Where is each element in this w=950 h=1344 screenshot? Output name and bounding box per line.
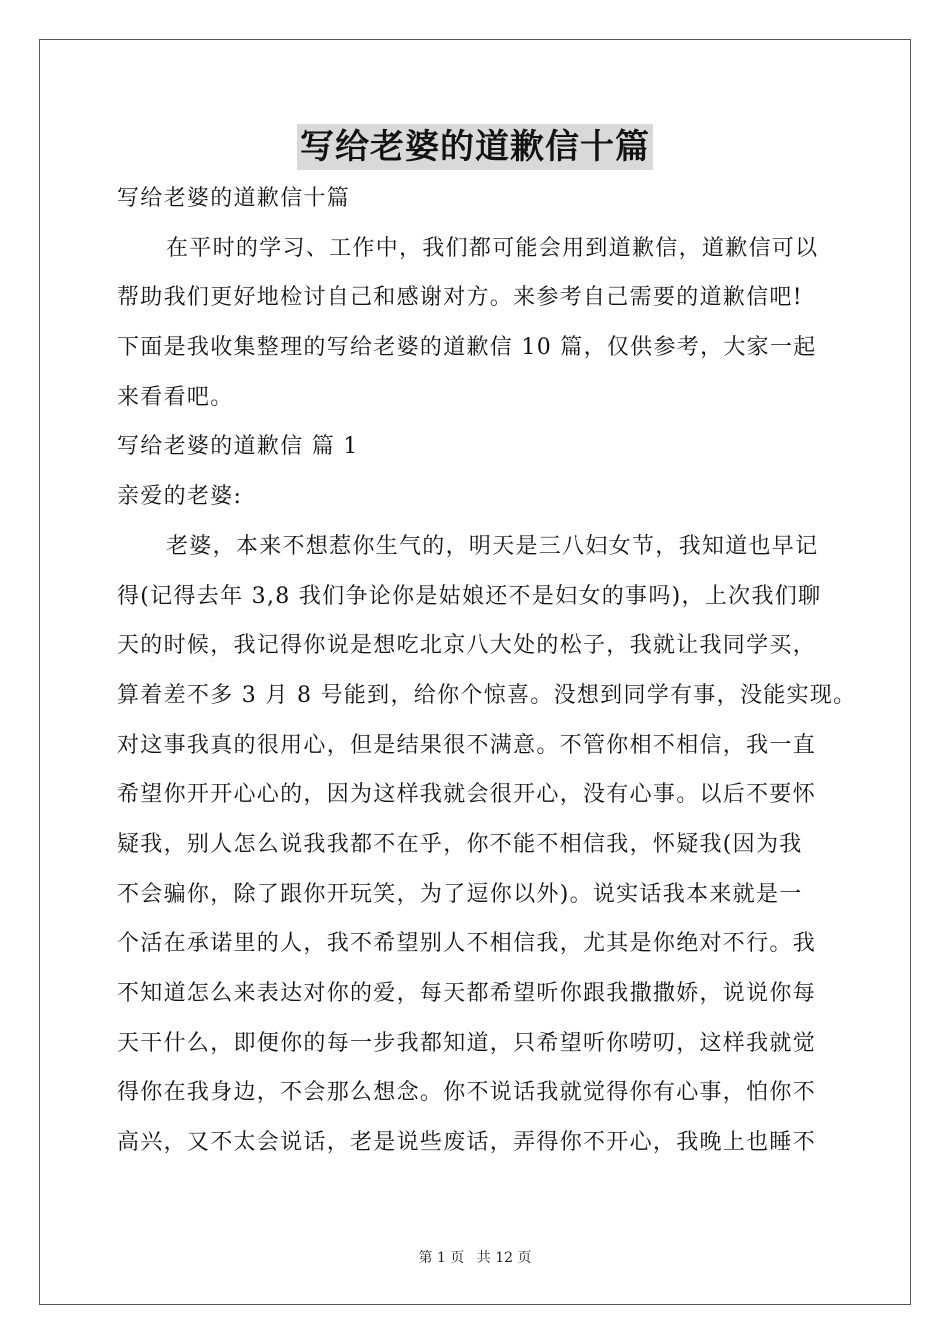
text-line: 算着差不多 3 月 8 号能到，给你个惊喜。没想到同学有事，没能实现。 xyxy=(117,682,857,708)
text-line: 不会骗你，除了跟你开玩笑，为了逗你以外)。说实话我本来就是一 xyxy=(117,881,803,907)
text-line: 天的时候，我记得你说是想吃北京八大处的松子，我就让我同学买， xyxy=(117,633,817,659)
text-line: 不知道怎么来表达对你的爱，每天都希望听你跟我撒撒娇，说说你每 xyxy=(117,981,817,1006)
text-line: 来看看吧。 xyxy=(117,384,234,410)
text-line: 疑我，别人怎么说我我都不在乎，你不能不相信我，怀疑我(因为我 xyxy=(117,831,803,857)
text-line: 写给老婆的道歉信十篇 xyxy=(117,186,351,211)
text-line: 亲爱的老婆: xyxy=(117,484,243,510)
document-title: 写给老婆的道歉信十篇 xyxy=(297,124,653,170)
title-container xyxy=(0,124,950,170)
text-line: 对这事我真的很用心，但是结果很不满意。不管你相不相信，我一直 xyxy=(117,732,817,758)
text-line: 高兴，又不太会说话，老是说些废话，弄得你不开心，我晚上也睡不 xyxy=(117,1130,817,1156)
page-total: 共 12 页 xyxy=(476,1250,532,1266)
text-line: 下面是我收集整理的写给老婆的道歉信 10 篇，仅供参考，大家一起 xyxy=(117,335,817,361)
text-line: 帮助我们更好地检讨自己和感谢对方。来参考自己需要的道歉信吧! xyxy=(117,285,803,311)
text-line: 得你在我身边，不会那么想念。你不说话我就觉得你有心事，怕你不 xyxy=(117,1080,817,1106)
text-line: 在平时的学习、工作中，我们都可能会用到道歉信，道歉信可以 xyxy=(166,235,819,261)
text-line: 希望你开开心心的，因为这样我就会很开心，没有心事。以后不要怀 xyxy=(117,782,817,808)
document-body xyxy=(117,178,857,1172)
text-line: 天干什么，即便你的每一步我都知道，只希望听你唠叨，这样我就觉 xyxy=(117,1030,817,1056)
text-line: 写给老婆的道歉信 篇 1 xyxy=(117,434,359,460)
page-number: 第 1 页 xyxy=(418,1250,465,1266)
page-footer xyxy=(0,1247,950,1267)
text-line: 老婆，本来不想惹你生气的，明天是三八妇女节，我知道也早记 xyxy=(166,533,819,559)
text-line: 得(记得去年 3,8 我们争论你是姑娘还不是妇女的事吗)，上次我们聊 xyxy=(117,583,822,609)
text-line: 个活在承诺里的人，我不希望别人不相信我，尤其是你绝对不行。我 xyxy=(117,931,817,957)
